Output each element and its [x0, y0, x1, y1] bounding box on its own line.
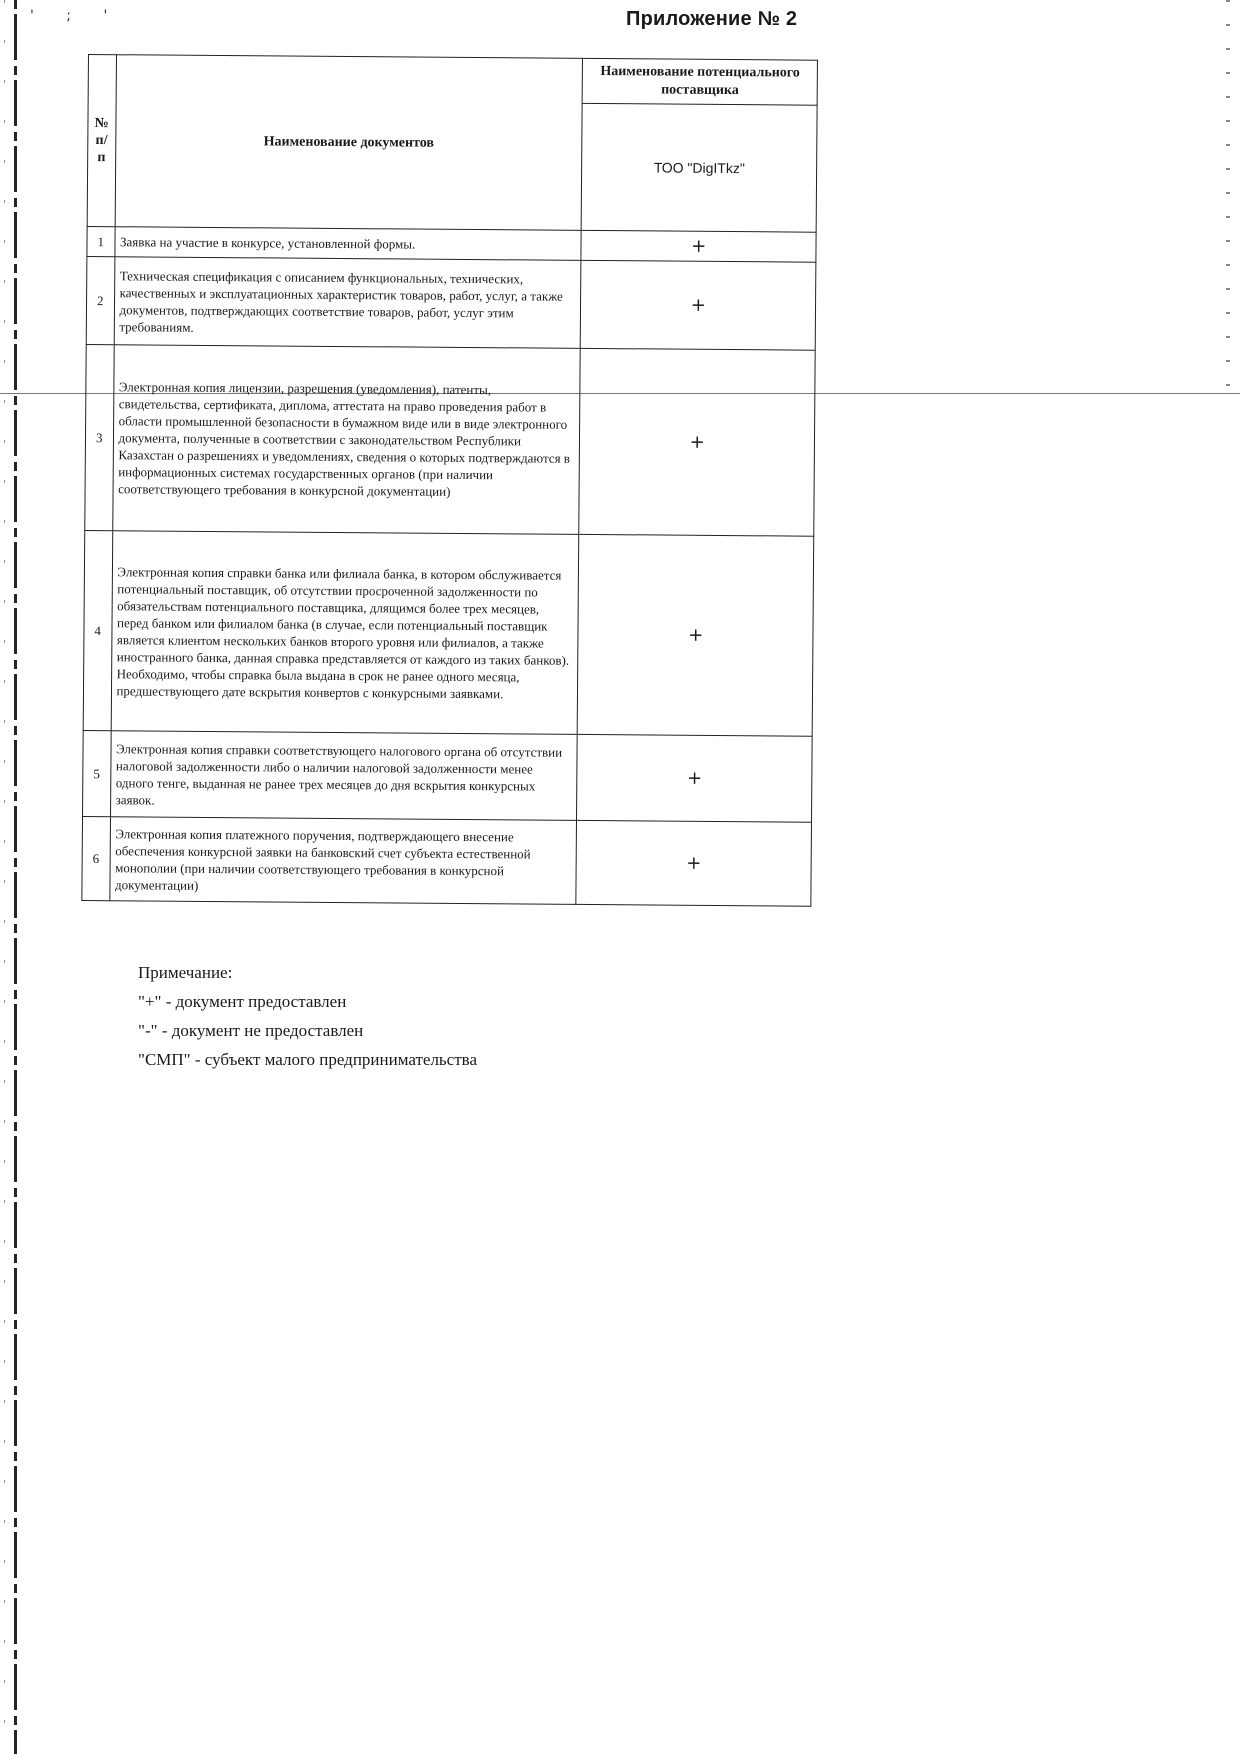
- row-number: 5: [83, 730, 111, 816]
- header-supplier-group: Наименование потенциального поставщика: [583, 58, 818, 105]
- row-document: Электронная копия лицензии, разрешения (уведомления), патенты, свидетельства, сертификата, диплома, аттестата на право проведения работ в области промышленной безопасности в бумажном виде или в виде электронного документа, полученные в соответствии с законодательством Республики Казахстан о разрешениях и уведомлениях, сведения о которых подтверждаются в информационных системах государственных органов (при наличии соответствующего требования в конкурсной документации): [112, 345, 580, 535]
- row-document: Электронная копия справки соответствующего налогового органа об отсутствии налоговой задолженности либо о наличии налоговой задолженности менее одного тенге, выданная не ранее трех месяцев до дня вскрытия конкурсных заявок.: [110, 731, 578, 821]
- row-document: Заявка на участие в конкурсе, установленной формы.: [114, 227, 581, 261]
- table-row: [86, 256, 816, 350]
- row-mark: +: [579, 348, 815, 536]
- header-documents: Наименование документов: [115, 55, 583, 231]
- row-number: 2: [86, 256, 114, 344]
- scan-artifact-left-ticks: [4, 0, 5, 1754]
- note-item-plus: "+" - документ предоставлен: [138, 992, 347, 1011]
- row-number: 3: [85, 344, 114, 530]
- row-number: 4: [83, 530, 112, 730]
- row-number: 6: [82, 816, 110, 900]
- appendix-title: Приложение № 2: [626, 8, 798, 30]
- header-num: № п/п: [87, 55, 116, 227]
- table-row: [83, 730, 813, 822]
- table-row: [83, 530, 814, 736]
- note-item-smp: "СМП" - субъект малого предпринимательства: [138, 1050, 478, 1069]
- notes-block: [138, 958, 477, 1074]
- note-item-minus: "-" - документ не предоставлен: [138, 1021, 364, 1040]
- row-mark: +: [577, 734, 812, 822]
- row-document: Электронная копия справки банка или филиала банка, в котором обслуживается потенциальный поставщик, об отсутствии просроченной задолженности по обязательствам потенциального поставщика, длящимся более трех месяцев, перед банком или филиалом банка (в случае, если потенциальный поставщик является клиентом нескольких банков второго уровня или филиалов, а также иностранного банка, данная справка представляется от каждого из таких банков). Необходимо, чтобы справка была выдана в срок не ранее одного месяца, предшествующего дате вскрытия конвертов с конкурсными заявками.: [111, 531, 580, 735]
- scan-artifact-right-edge: [1226, 0, 1230, 400]
- scan-artifact-dots: ' ; ': [30, 8, 122, 24]
- documents-table: [81, 54, 818, 907]
- row-mark: +: [578, 534, 814, 736]
- scan-artifact-left-edge: [14, 0, 17, 1754]
- row-document: Электронная копия платежного поручения, подтверждающего внесение обеспечения конкурсной заявки на банковский счет субъекта естественной монополии (при наличии соответствующего требования в конкурсной документации): [109, 817, 577, 905]
- notes-title: Примечание:: [138, 963, 233, 982]
- row-document: Техническая спецификация с описанием функциональных, технических, качественных и эксплуатационных характеристик товаров, работ, услуг, а также документов, подтверждающих соответствие товаров, работ, услуг этим требованиям.: [114, 257, 582, 349]
- table-row: [82, 816, 812, 906]
- table-header-row: [88, 55, 817, 106]
- table-row: [85, 344, 815, 536]
- header-supplier-name: ТОО "DigITkz": [582, 103, 818, 232]
- row-mark: +: [576, 820, 811, 906]
- row-mark: +: [581, 260, 816, 350]
- row-number: 1: [87, 226, 115, 256]
- row-mark: +: [581, 230, 816, 262]
